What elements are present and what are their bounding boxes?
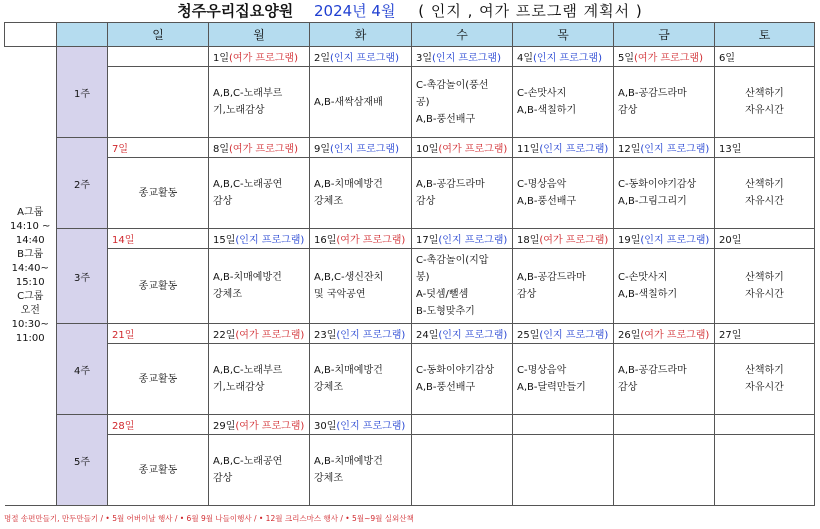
program-type-tag: (여가 프로그램) [640, 330, 710, 341]
group-schedule-line: 15:10 [15, 277, 45, 288]
program-line: 자유시간 [745, 105, 784, 116]
program-line: 감상 [213, 196, 233, 207]
program-cell-tue [310, 158, 412, 229]
program-cell-sat [715, 249, 815, 324]
date-cell-thu [513, 324, 614, 344]
date-number: 4일 [517, 53, 534, 64]
date-number: 16일 [314, 235, 337, 246]
day-header-tue: 화 [310, 23, 412, 47]
program-line: 종교활동 [138, 373, 178, 385]
date-number: 24일 [416, 330, 439, 341]
date-cell-thu [513, 47, 614, 67]
group-schedule-line: C그룹 [17, 291, 44, 302]
group-schedule-line: 11:00 [15, 333, 45, 344]
date-number: 5일 [618, 53, 635, 64]
program-line: C-손맛사지 [618, 272, 668, 283]
program-line: 기,노래감상 [213, 382, 265, 393]
date-number: 30일 [314, 421, 337, 432]
date-cell-wed [412, 229, 513, 249]
date-number: 12일 [618, 144, 641, 155]
program-type-tag: (인지 프로그램) [539, 144, 609, 155]
date-number: 28일 [112, 421, 135, 432]
program-cell-mon [209, 158, 310, 229]
week-content-row [5, 435, 815, 506]
program-line: C-촉감놀이(지압 [416, 255, 489, 266]
program-cell-fri [614, 344, 715, 415]
program-line: A,B-달력만들기 [517, 382, 586, 393]
program-line: A,B-풍선배구 [416, 382, 476, 393]
program-line: 강체조 [213, 289, 242, 300]
group-schedule-line: 14:40~ [11, 263, 49, 274]
program-line: A,B,C-생신잔치 [314, 272, 384, 283]
date-cell-wed [412, 47, 513, 67]
date-number: 10일 [416, 144, 439, 155]
date-number: 17일 [416, 235, 439, 246]
program-line: 강체조 [314, 196, 343, 207]
program-line: 산책하기 [745, 272, 784, 283]
program-cell-sat [715, 344, 815, 415]
program-type-tag: (여가 프로그램) [235, 421, 305, 432]
page-title [0, 0, 820, 22]
date-cell-tue [310, 138, 412, 158]
program-type-tag: (여가 프로그램) [539, 235, 609, 246]
program-cell-thu [513, 67, 614, 138]
program-cell-wed [412, 344, 513, 415]
program-line: A,B-공감드라마 [618, 365, 687, 376]
org-name: 청주우리집요양원 [177, 2, 294, 20]
program-cell-sun [108, 344, 209, 415]
program-line: A,B-치매예방건 [314, 179, 383, 190]
program-cell-tue [310, 67, 412, 138]
program-line: 봉) [416, 272, 430, 283]
header-week [57, 23, 108, 47]
program-type-tag: (인지 프로그램) [438, 330, 508, 341]
program-cell-sat [715, 158, 815, 229]
program-cell-sun [108, 158, 209, 229]
date-cell-thu [513, 229, 614, 249]
date-cell-tue [310, 415, 412, 435]
week-date-row [5, 47, 815, 67]
program-line: 강체조 [314, 382, 343, 393]
date-number: 19일 [618, 235, 641, 246]
date-number: 6일 [719, 53, 736, 64]
week-label: 1주 [57, 47, 108, 138]
program-line: A,B-치매예방건 [314, 456, 383, 467]
date-number: 11일 [517, 144, 540, 155]
program-line: A,B-공감드라마 [416, 179, 485, 190]
header-row [5, 23, 815, 47]
date-cell-wed [412, 138, 513, 158]
date-cell-mon [209, 324, 310, 344]
date-cell-thu [513, 138, 614, 158]
program-type-tag: (인지 프로그램) [330, 53, 399, 64]
group-schedule-line: B그룹 [17, 249, 44, 260]
plan-body [5, 47, 815, 506]
group-schedule-line: A그룹 [17, 207, 44, 218]
week-content-row [5, 67, 815, 138]
program-line: 산책하기 [745, 365, 784, 376]
date-cell-tue [310, 229, 412, 249]
program-cell-wed [412, 67, 513, 138]
date-cell-fri [614, 229, 715, 249]
date-number: 29일 [213, 421, 236, 432]
program-line: 종교활동 [138, 464, 178, 476]
date-cell-mon [209, 415, 310, 435]
program-type-tag: (여가 프로그램) [336, 235, 406, 246]
program-line: A,B,C-노래공연 [213, 179, 283, 190]
program-cell-mon [209, 67, 310, 138]
date-number: 21일 [112, 330, 135, 341]
group-schedule-line: 14:40 [15, 235, 45, 246]
date-number: 27일 [719, 330, 742, 341]
program-line: 감상 [416, 196, 436, 207]
date-number: 22일 [213, 330, 236, 341]
date-cell-sat [715, 415, 815, 435]
program-type-tag: (인지 프로그램) [336, 421, 406, 432]
date-number: 2일 [314, 53, 331, 64]
program-type-tag: (여가 프로그램) [634, 53, 703, 64]
program-line: 종교활동 [138, 187, 178, 199]
program-line: 자유시간 [745, 289, 784, 300]
program-type-tag: (인지 프로그램) [640, 144, 710, 155]
program-cell-thu [513, 158, 614, 229]
week-date-row [5, 324, 815, 344]
date-cell-sun [108, 324, 209, 344]
program-line: 및 국악공연 [314, 289, 366, 300]
program-line: C-동화이야기감상 [416, 365, 495, 376]
date-cell-sat [715, 47, 815, 67]
date-cell-fri [614, 138, 715, 158]
date-number: 23일 [314, 330, 337, 341]
date-cell-fri [614, 415, 715, 435]
date-number: 13일 [719, 144, 742, 155]
program-line: A-덧셈/뺄셈 [416, 289, 469, 300]
day-header-fri: 금 [614, 23, 715, 47]
program-type-tag: (여가 프로그램) [235, 330, 305, 341]
program-line: 기,노래감상 [213, 105, 265, 116]
day-header-sat: 토 [715, 23, 815, 47]
program-type-tag: (인지 프로그램) [438, 235, 508, 246]
program-line: A,B-치매예방건 [213, 272, 282, 283]
date-cell-tue [310, 47, 412, 67]
date-cell-sun [108, 47, 209, 67]
program-cell-fri [614, 435, 715, 506]
program-line: 감상 [517, 289, 537, 300]
date-cell-sat [715, 324, 815, 344]
program-cell-sat [715, 435, 815, 506]
program-cell-fri [614, 249, 715, 324]
program-type-tag: (인지 프로그램) [533, 53, 602, 64]
program-cell-fri [614, 158, 715, 229]
header-blank [5, 23, 57, 47]
program-line: C-명상음악 [517, 365, 567, 376]
date-cell-sun [108, 415, 209, 435]
program-cell-sun [108, 67, 209, 138]
date-cell-fri [614, 324, 715, 344]
program-line: 공) [416, 96, 430, 108]
program-line: 자유시간 [745, 196, 784, 207]
day-header-thu: 목 [513, 23, 614, 47]
program-cell-thu [513, 435, 614, 506]
program-line: A,B-풍선배구 [517, 196, 577, 207]
program-cell-tue [310, 344, 412, 415]
program-type-tag: (인지 프로그램) [235, 235, 305, 246]
program-line: 종교활동 [138, 280, 178, 292]
date-cell-thu [513, 415, 614, 435]
program-line: A,B-색칠하기 [618, 289, 678, 300]
date-number: 26일 [618, 330, 641, 341]
week-content-row [5, 158, 815, 229]
program-cell-tue [310, 249, 412, 324]
date-cell-mon [209, 138, 310, 158]
program-cell-wed [412, 158, 513, 229]
program-cell-thu [513, 344, 614, 415]
program-cell-fri [614, 67, 715, 138]
week-label: 5주 [57, 415, 108, 506]
program-type-tag: (여가 프로그램) [438, 144, 508, 155]
program-line: A,B,C-노래공연 [213, 456, 283, 467]
program-cell-sun [108, 435, 209, 506]
date-cell-fri [614, 47, 715, 67]
program-line: 자유시간 [745, 382, 784, 393]
date-cell-wed [412, 415, 513, 435]
date-number: 8일 [213, 144, 230, 155]
program-line: A,B,C-노래부르 [213, 365, 283, 376]
date-cell-sun [108, 138, 209, 158]
date-number: 20일 [719, 235, 742, 246]
date-number: 25일 [517, 330, 540, 341]
week-label: 2주 [57, 138, 108, 229]
group-schedule-line: 오전 [20, 305, 40, 316]
program-plan-table [4, 22, 815, 506]
program-line: A,B-치매예방건 [314, 365, 383, 376]
program-line: B-도형맞추기 [416, 306, 475, 317]
week-date-row [5, 415, 815, 435]
program-cell-sat [715, 67, 815, 138]
program-type-tag: (인지 프로그램) [640, 235, 710, 246]
week-date-row [5, 138, 815, 158]
program-type-tag: (인지 프로그램) [336, 330, 406, 341]
plan-type: ( 인지 , 여가 프로그램 계획서 ) [418, 2, 643, 20]
date-number: 15일 [213, 235, 236, 246]
program-cell-mon [209, 249, 310, 324]
week-label: 3주 [57, 229, 108, 324]
program-cell-tue [310, 435, 412, 506]
program-line: 감상 [618, 105, 638, 116]
program-line: C-동화이야기감상 [618, 179, 697, 190]
date-number: 7일 [112, 144, 129, 155]
year-month: 2024년 4월 [313, 2, 396, 20]
day-header-mon: 월 [209, 23, 310, 47]
program-line: 강체조 [314, 473, 343, 484]
week-label: 4주 [57, 324, 108, 415]
date-cell-tue [310, 324, 412, 344]
footer-notes: 명절 송편만들기, 만두만들기 / • 5월 어버이날 행사 / • 6월 9월 나들이행사 / • 12월 크리스마스 행사 / • 5월~9월 실외산책 [4, 514, 414, 523]
week-content-row [5, 249, 815, 324]
program-cell-wed [412, 249, 513, 324]
program-cell-thu [513, 249, 614, 324]
program-type-tag: (인지 프로그램) [330, 144, 399, 155]
program-line: A,B-색칠하기 [517, 105, 577, 116]
group-schedule [5, 47, 57, 506]
group-schedule-line: 14:10 ~ [10, 221, 51, 232]
day-header-sun: 일 [108, 23, 209, 47]
program-line: 산책하기 [745, 88, 784, 99]
program-line: 감상 [618, 382, 638, 393]
program-line: C-촉감놀이(풍선 [416, 79, 489, 91]
program-line: A,B-그림그리기 [618, 196, 687, 207]
program-line: C-명상음악 [517, 179, 567, 190]
date-cell-mon [209, 47, 310, 67]
program-line: 감상 [213, 473, 233, 484]
program-cell-sun [108, 249, 209, 324]
group-schedule-line: 10:30~ [11, 319, 49, 330]
week-content-row [5, 344, 815, 415]
program-line: A,B-공감드라마 [618, 88, 687, 99]
program-line: A,B-공감드라마 [517, 272, 586, 283]
date-number: 3일 [416, 53, 433, 64]
date-cell-sat [715, 138, 815, 158]
day-header-wed: 수 [412, 23, 513, 47]
date-number: 14일 [112, 235, 135, 246]
date-number: 9일 [314, 144, 331, 155]
program-line: A,B,C-노래부르 [213, 88, 283, 99]
date-cell-mon [209, 229, 310, 249]
program-cell-wed [412, 435, 513, 506]
program-cell-mon [209, 435, 310, 506]
program-type-tag: (여가 프로그램) [229, 144, 298, 155]
program-type-tag: (인지 프로그램) [432, 53, 501, 64]
date-number: 1일 [213, 53, 230, 64]
date-cell-sat [715, 229, 815, 249]
program-cell-mon [209, 344, 310, 415]
program-line: C-손맛사지 [517, 88, 567, 99]
date-number: 18일 [517, 235, 540, 246]
program-line: A,B-새싹삼재배 [314, 96, 383, 108]
week-date-row [5, 229, 815, 249]
program-type-tag: (여가 프로그램) [229, 53, 298, 64]
date-cell-sun [108, 229, 209, 249]
program-line: 산책하기 [745, 179, 784, 190]
program-type-tag: (인지 프로그램) [539, 330, 609, 341]
program-line: A,B-풍선배구 [416, 113, 476, 125]
date-cell-wed [412, 324, 513, 344]
